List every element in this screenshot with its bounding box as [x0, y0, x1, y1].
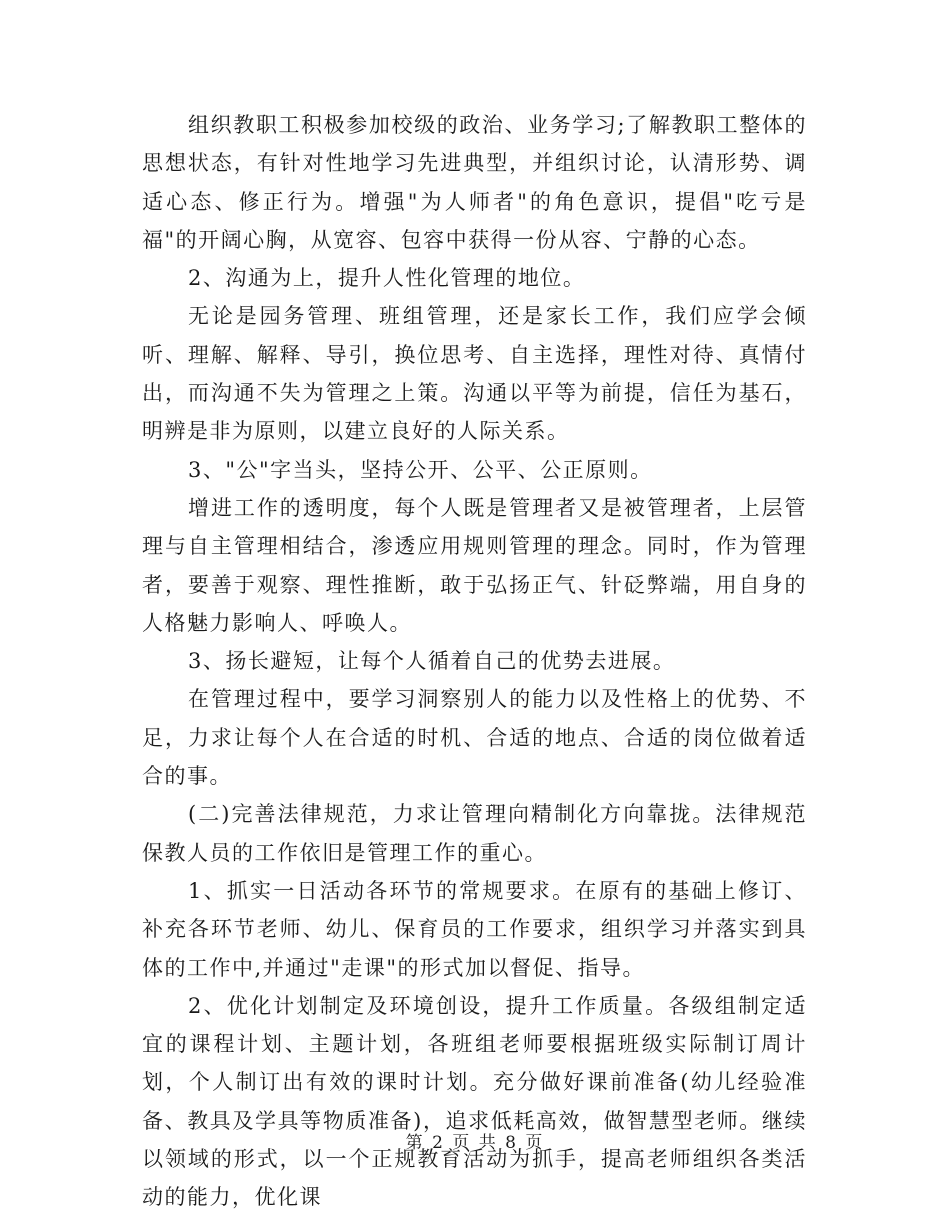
paragraph: 增进工作的透明度，每个人既是管理者又是被管理者，上层管理与自主管理相结合，渗透应用规则管理的理念。同时，作为管理者，要善于观察、理性推断，敢于弘扬正气、针砭弊端，用自身的人格魅力影响人、呼唤人。 — [142, 495, 807, 635]
paragraph: 组织教职工积极参加校级的政治、业务学习;了解教职工整体的思想状态，有针对性地学习先进典型，并组织讨论，认清形势、调适心态、修正行为。增强"为人师者"的角色意识，提倡"吃亏是福"的开阔心胸，从宽容、包容中获得一份从容、宁静的心态。 — [142, 113, 807, 252]
paragraph: 2、沟通为上，提升人性化管理的地位。 — [188, 266, 586, 291]
paragraph: 无论是园务管理、班组管理，还是家长工作，我们应学会倾听、理解、解释、导引，换位思考、自主选择，理性对待、真情付出，而沟通不失为管理之上策。沟通以平等为前提，信任为基石，明辨是非为原则，以建立良好的人际关系。 — [142, 304, 807, 444]
paragraph: 3、扬长避短，让每个人循着自己的优势去进展。 — [188, 649, 676, 674]
page-number-footer: 第 2 页 共 8 页 — [405, 1133, 545, 1153]
paragraph: 在管理过程中，要学习洞察别人的能力以及性格上的优势、不足，力求让每个人在合适的时机、合适的地点、合适的岗位做着适合的事。 — [142, 687, 807, 789]
paragraph: 2、优化计划制定及环境创设，提升工作质量。各级组制定适宜的课程计划、主题计划，各班组老师要根据班级实际制订周计划，个人制订出有效的课时计划。充分做好课前准备(幼儿经验准备、教具及学具等物质准备)，追求低耗高效，做智慧型老师。继续以领域的形式，以一个正规教育活动为抓手，提高老师组织各类活动的能力，优化课 — [142, 993, 807, 1210]
document-body — [142, 106, 807, 1217]
paragraph: (二)完善法律规范，力求让管理向精制化方向靠拢。法律规范保教人员的工作依旧是管理工作的重心。 — [142, 802, 807, 865]
paragraph: 1、抓实一日活动各环节的常规要求。在原有的基础上修订、补充各环节老师、幼儿、保育员的工作要求，组织学习并落实到具体的工作中,并通过"走课"的形式加以督促、指导。 — [142, 878, 807, 980]
paragraph: 3、"公"字当头，坚持公开、公平、公正原则。 — [188, 457, 653, 482]
